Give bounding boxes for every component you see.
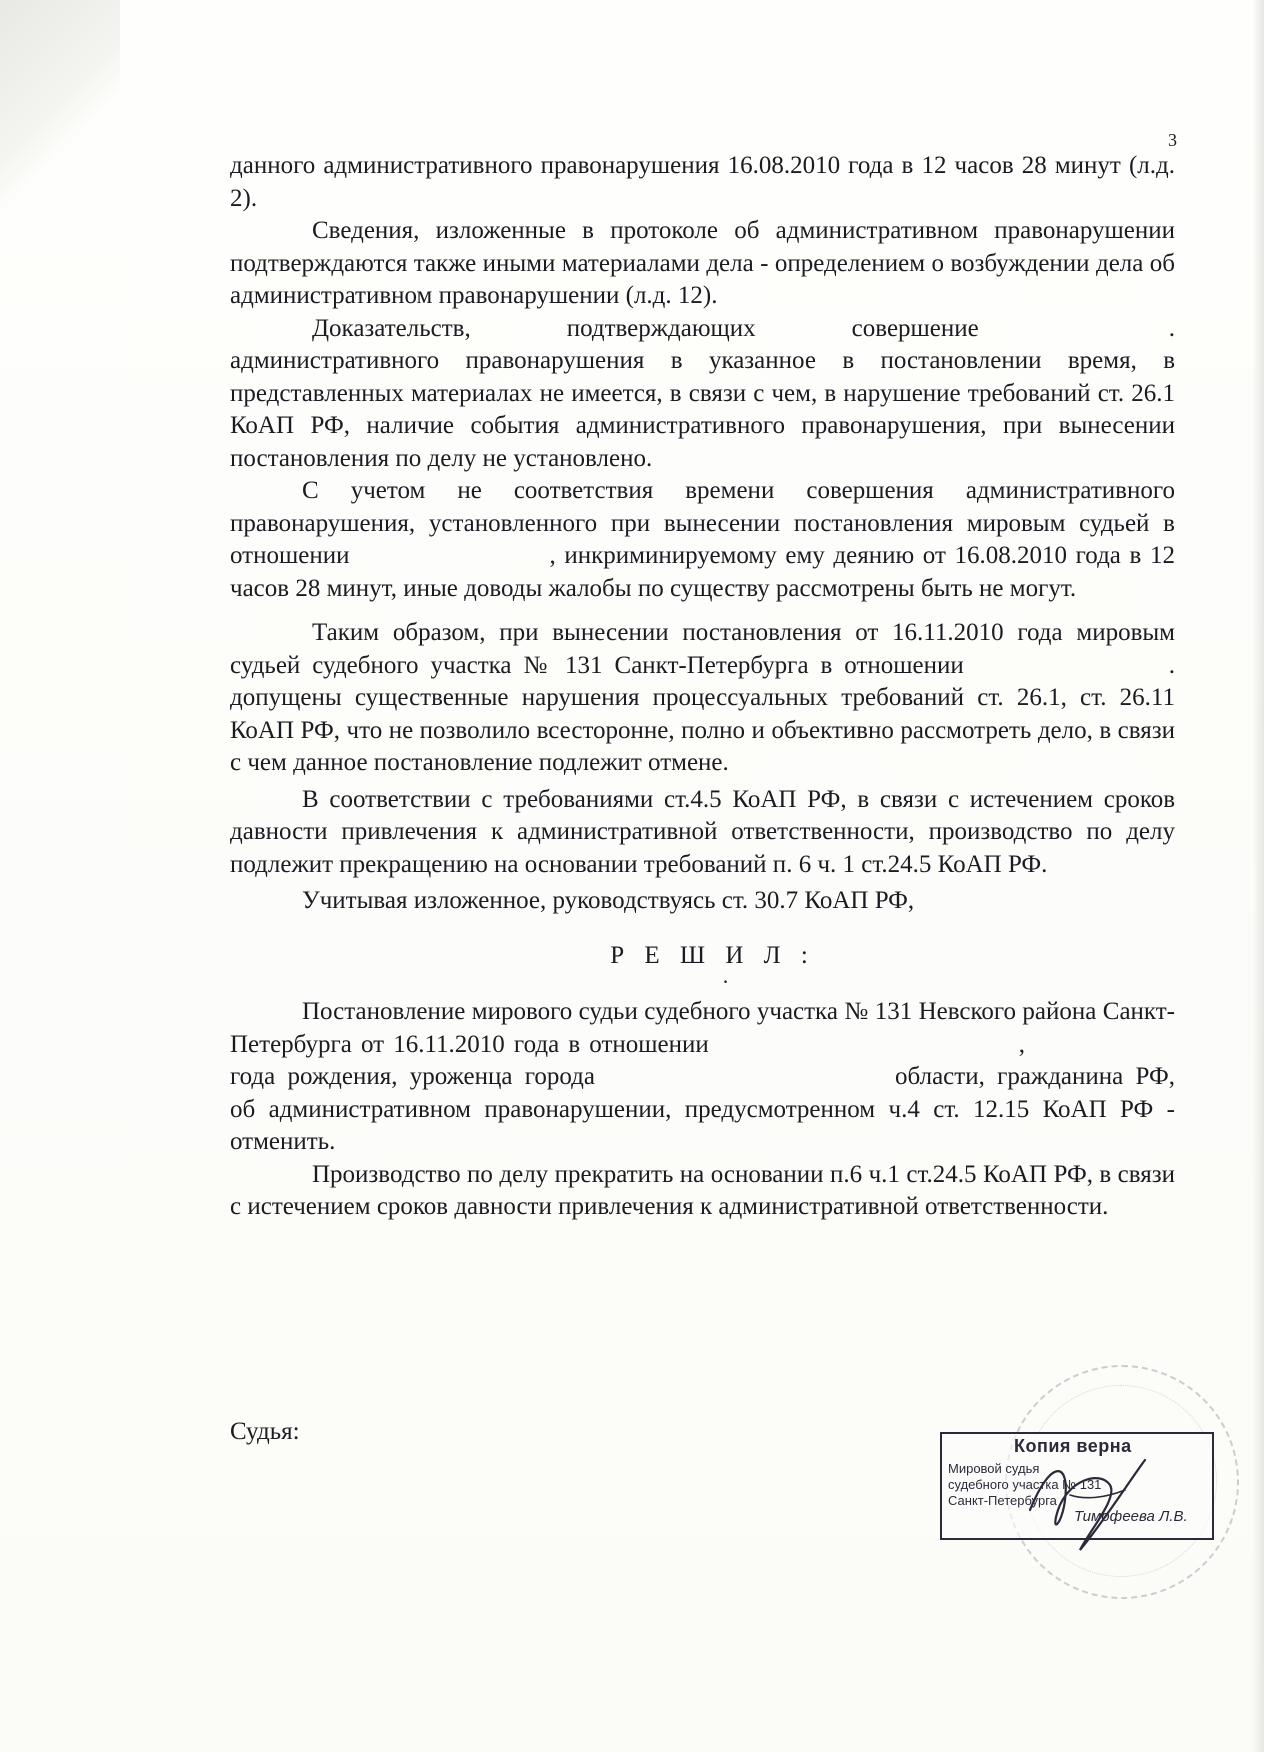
paragraph-5-start: Таким образом, при вынесении постановления от 16.11.2010 года мировым судьей судебного участка № 131 Санкт-Петербурга в отношении (230, 619, 1175, 679)
page-corner-shadow (0, 0, 120, 240)
page-number: 3 (1168, 130, 1177, 150)
judge-label: Судья: (230, 1418, 300, 1445)
paragraph-1: данного административного правонарушения 16.08.2010 года в 12 часов 28 минут (л.д. 2). (230, 152, 1175, 212)
redacted-name (964, 657, 1169, 677)
paragraph-3 (230, 313, 1175, 476)
paragraph-6: В соответствии с требованиями ст.4.5 КоАП РФ, в связи с истечением сроков давности привлечения к административной ответственности, производство по делу подлежит прекращению на основании требований п. 6 ч. 1 ст.24.5 КоАП РФ. (230, 785, 1175, 878)
stamp-title: Копия верна (1014, 1436, 1132, 1456)
paragraph-3-start: Доказательств, подтверждающих совершение (312, 314, 979, 342)
paragraph-2: Сведения, изложенные в протоколе об административном правонарушении подтверждаются также иными материалами дела - определением о возбуждении дела об административном правонарушении (л.д. 12). (230, 217, 1175, 309)
decision-1-end: области, гражданина РФ, об административном правонарушении, предусмотренном ч.4 ст. 12.15 КоАП РФ - отменить. (230, 1063, 1175, 1155)
decision-1-birth: года рождения, уроженца города (230, 1063, 595, 1090)
decision-1-comma: , (1018, 1030, 1025, 1058)
stamp-line-3: Санкт-Петербурга (948, 1493, 1057, 1508)
stamp-line-1: Мировой судья (948, 1461, 1040, 1476)
paragraph-7: Учитывая изложенное, руководствуясь ст. 30.7 КоАП РФ, (302, 887, 915, 914)
heading-dot: · (721, 969, 730, 994)
handwritten-signature (1010, 1440, 1160, 1560)
redacted-name (979, 320, 1169, 340)
stamp-line-2: судебного участка № 131 (948, 1477, 1102, 1492)
page-edge-shadow (1252, 0, 1264, 1752)
stamp-signer-name: Тимофеева Л.В. (1074, 1508, 1188, 1525)
redacted-birthdate (1025, 1036, 1175, 1056)
decision-paragraph-1 (230, 996, 1175, 1159)
redacted-name (349, 547, 549, 567)
decision-heading: Р Е Ш И Л : (610, 941, 815, 969)
redacted-name (709, 1036, 1019, 1056)
paragraph-5-end: . допущены существенные нарушения процессуальных требований ст. 26.1, ст. 26.11 КоАП РФ, что не позволило всесторонне, полно и объективно рассмотреть дело, в связи с чем данное постановление подлежит отмене. (230, 651, 1175, 776)
redacted-birthplace (595, 1068, 895, 1088)
paragraph-4-start: С учетом не соответствия времени совершения административного правонарушения, установленного при вынесении постановления мировым судьей в отношении (230, 477, 1175, 569)
paragraph-4-end: , инкриминируемому ему деянию от 16.08.2010 года в 12 часов 28 минут, иные доводы жалобы по существу рассмотрены быть не могут. (230, 542, 1175, 602)
document-body (230, 150, 1175, 1224)
decision-1-start: Постановление мирового судьи судебного участка № 131 Невского района Санкт-Петербурга от 16.11.2010 года в отношении (230, 998, 1175, 1058)
paragraph-3-end: . административного правонарушения в указанное в постановлении время, в представленных материалах не имеется, в связи с чем, в нарушение требований ст. 26.1 КоАП РФ, наличие события административного правонарушения, при вынесении постановления по делу не установлено. (230, 314, 1175, 472)
paragraph-5 (230, 617, 1175, 780)
decision-paragraph-2: Производство по делу прекратить на основании п.6 ч.1 ст.24.5 КоАП РФ, в связи с истечением сроков давности привлечения к административной ответственности. (230, 1160, 1175, 1220)
paragraph-4 (230, 475, 1175, 605)
